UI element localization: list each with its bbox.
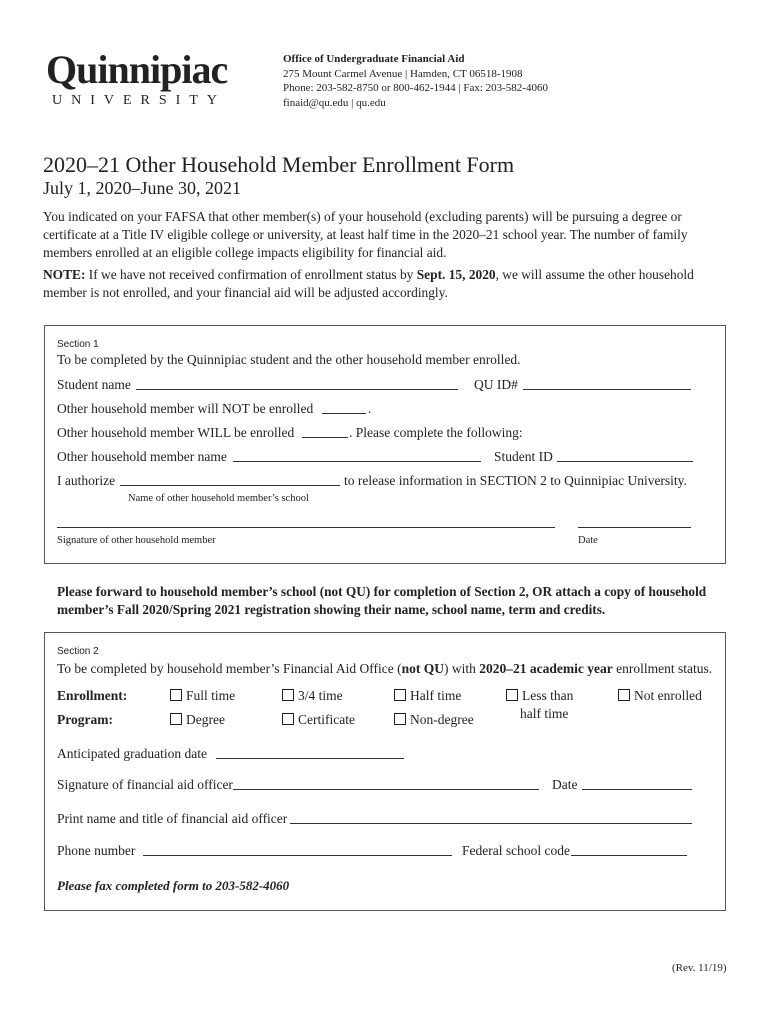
student-name-field[interactable] (136, 389, 458, 390)
release-text: to release information in SECTION 2 to Quinnipiac University. (344, 473, 687, 488)
school-code-field[interactable] (571, 855, 687, 856)
section-1-label: Section 1 (57, 339, 99, 350)
checkbox-icon[interactable] (170, 713, 182, 725)
checkbox-icon[interactable] (282, 689, 294, 701)
forward-instruction: Please forward to household member’s school (not QU) for completion of Section 2, OR attach a copy of household member’s Fall 2020/Spring 2021 registration showing their name, school name, term and credits. (57, 584, 707, 617)
will-enrolled-field[interactable] (302, 437, 348, 438)
enrollment-label: Enrollment: (57, 688, 128, 703)
member-name-field[interactable] (233, 461, 481, 462)
officer-date-label: Date (552, 777, 578, 792)
school-name-caption: Name of other household member’s school (128, 493, 309, 504)
grad-date-field[interactable] (216, 758, 404, 759)
student-id-label: Student ID (494, 449, 553, 464)
program-label: Program: (57, 712, 113, 727)
member-signature-date-field[interactable] (578, 527, 691, 528)
member-name-label: Other household member name (57, 449, 227, 464)
officer-signature-label: Signature of financial aid officer (57, 777, 233, 792)
will-enrolled-label: Other household member WILL be enrolled (57, 425, 295, 440)
school-code-label: Federal school code (462, 843, 570, 858)
enrollment-half-time[interactable]: Half time (394, 688, 461, 704)
section-1-instruction: To be completed by the Quinnipiac student and the other household member enrolled. (57, 352, 521, 367)
enrollment-less-than-half[interactable]: Less than (506, 688, 573, 704)
phone-field[interactable] (143, 855, 452, 856)
fax-instruction: Please fax completed form to 203-582-4060 (57, 878, 290, 893)
student-id-field[interactable] (557, 461, 693, 462)
program-certificate[interactable]: Certificate (282, 712, 355, 728)
qu-id-field[interactable] (523, 389, 691, 390)
university-logo-subtitle: UNIVERSITY (52, 93, 226, 108)
revision-label: (Rev. 11/19) (672, 962, 727, 974)
school-name-field[interactable] (120, 485, 340, 486)
not-enrolled-period: . (368, 401, 372, 416)
enrollment-not-enrolled[interactable]: Not enrolled (618, 688, 702, 704)
phone-label: Phone number (57, 843, 136, 858)
enrollment-less-than-half-line2: half time (520, 706, 569, 721)
complete-following-text: . Please complete the following: (349, 425, 523, 440)
note-paragraph: NOTE: If we have not received confirmation of enrollment status by Sept. 15, 2020, we will assume the other household member is not enrolled, and your financial aid will be adjusted accordingly. (43, 267, 694, 300)
university-logo: Quinnipiac (46, 47, 228, 92)
checkbox-icon[interactable] (170, 689, 182, 701)
qu-id-label: QU ID# (474, 377, 518, 392)
checkbox-icon[interactable] (618, 689, 630, 701)
checkbox-icon[interactable] (394, 713, 406, 725)
checkbox-icon[interactable] (394, 689, 406, 701)
member-signature-field[interactable] (57, 527, 555, 528)
form-subtitle: July 1, 2020–June 30, 2021 (43, 178, 241, 198)
not-enrolled-label: Other household member will NOT be enrolled (57, 401, 314, 416)
checkbox-icon[interactable] (506, 689, 518, 701)
program-degree[interactable]: Degree (170, 712, 225, 728)
enrollment-full-time[interactable]: Full time (170, 688, 235, 704)
enrollment-three-quarter[interactable]: 3/4 time (282, 688, 343, 704)
office-email: finaid@qu.edu | qu.edu (283, 96, 386, 109)
note-deadline: Sept. 15, 2020 (416, 267, 496, 282)
note-label: NOTE: (43, 267, 86, 282)
student-name-label: Student name (57, 377, 131, 392)
program-non-degree[interactable]: Non-degree (394, 712, 474, 728)
office-phone: Phone: 203-582-8750 or 800-462-1944 | Fax: 203-582-4060 (283, 82, 548, 94)
date-caption: Date (578, 535, 598, 546)
authorize-label: I authorize (57, 473, 116, 488)
grad-date-label: Anticipated graduation date (57, 746, 207, 761)
office-contact-block (283, 52, 548, 110)
office-address: 275 Mount Carmel Avenue | Hamden, CT 06518-1908 (283, 67, 523, 80)
section-2-label: Section 2 (57, 646, 99, 657)
section-2-instruction: To be completed by household member’s Financial Aid Office (not QU) with 2020–21 academic year enrollment status. (57, 661, 713, 676)
signature-caption: Signature of other household member (57, 535, 216, 546)
print-name-field[interactable] (290, 823, 692, 824)
checkbox-icon[interactable] (282, 713, 294, 725)
form-title: 2020–21 Other Household Member Enrollment Form (43, 152, 515, 177)
officer-date-field[interactable] (582, 789, 692, 790)
office-title: Office of Undergraduate Financial Aid (283, 53, 465, 65)
print-name-label: Print name and title of financial aid officer (57, 811, 288, 826)
intro-paragraph: You indicated on your FAFSA that other member(s) of your household (excluding parents) will be pursuing a degree or certificate at a Title IV eligible college or university, at least half time in the 2020–21 school year. The number of family members enrolled at an eligible college impacts eligibility for financial aid. (43, 209, 688, 260)
not-enrolled-field[interactable] (322, 413, 366, 414)
officer-signature-field[interactable] (233, 789, 539, 790)
